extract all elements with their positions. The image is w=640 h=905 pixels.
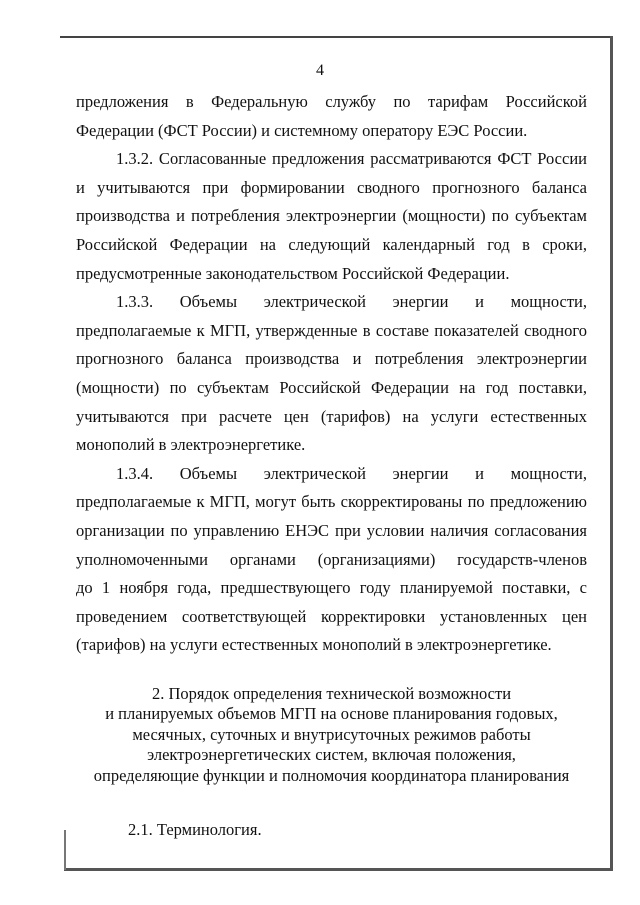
text-line: Российской Федерации на следующий календарный год в сроки, — [76, 234, 587, 254]
text-line: проведением соответствующей корректировки установленных цен — [76, 606, 587, 626]
text-line: производства и потребления электроэнергии (мощности) по субъектам — [76, 206, 587, 226]
paragraph-1-3-3 — [76, 288, 587, 460]
scan-frame-bottom — [64, 868, 612, 871]
text-line: 1.3.2. Согласованные предложения рассматриваются ФСТ России — [116, 149, 587, 169]
scan-frame-left — [64, 830, 66, 870]
paragraph-intro-continuation — [76, 88, 587, 145]
text-line: организации по управлению ЕНЭС при условии наличия согласования — [76, 520, 587, 540]
page-number: 4 — [316, 62, 324, 79]
document-body — [76, 88, 587, 844]
scan-frame-right — [610, 36, 613, 871]
text-line: предусмотренные законодательством Российской Федерации. — [76, 263, 510, 283]
text-line: предполагаемые к МГП, утвержденные в составе показателей сводного — [76, 320, 587, 340]
text-line: учитываются при расчете цен (тарифов) на услуги естественных — [76, 406, 587, 426]
section-spacer — [76, 660, 587, 684]
text-line: (мощности) по субъектам Российской Федерации на год поставки, — [76, 377, 587, 397]
subsection-title: 2.1. Терминология. — [128, 820, 262, 840]
text-line: Федерации (ФСТ России) и системному оператору ЕЭС России. — [76, 120, 528, 140]
text-line: предложения в Федеральную службу по тарифам Российской — [76, 92, 587, 111]
text-line: (тарифов) на услуги естественных монополий в электроэнергетике. — [76, 635, 552, 655]
heading-line: электроэнергетических систем, включая положения, — [147, 745, 516, 765]
text-line: 1.3.4. Объемы электрической энергии и мощности, — [116, 463, 587, 483]
text-line: прогнозного баланса производства и потребления электроэнергии — [76, 349, 587, 369]
scan-frame-top — [60, 36, 612, 38]
heading-line: и планируемых объемов МГП на основе планирования годовых, — [105, 704, 558, 724]
text-line: и учитываются при формировании сводного прогнозного баланса — [76, 177, 587, 197]
heading-line: определяющие функции и полномочия координатора планирования — [93, 765, 570, 785]
section-heading — [76, 684, 587, 787]
paragraph-1-3-4 — [76, 460, 587, 660]
heading-line: 2. Порядок определения технической возможности — [151, 683, 512, 703]
text-line: монополий в электроэнергетике. — [76, 435, 306, 455]
paragraph-1-3-2 — [76, 145, 587, 288]
text-line: до 1 ноября года, предшествующего году планируемой поставки, с — [76, 578, 587, 598]
text-line: предполагаемые к МГП, могут быть скорректированы по предложению — [76, 492, 587, 512]
text-line: уполномоченными органами (организациями) государств-членов — [76, 549, 587, 569]
heading-line: месячных, суточных и внутрисуточных режимов работы — [132, 724, 531, 744]
text-line: 1.3.3. Объемы электрической энергии и мощности, — [116, 292, 587, 312]
